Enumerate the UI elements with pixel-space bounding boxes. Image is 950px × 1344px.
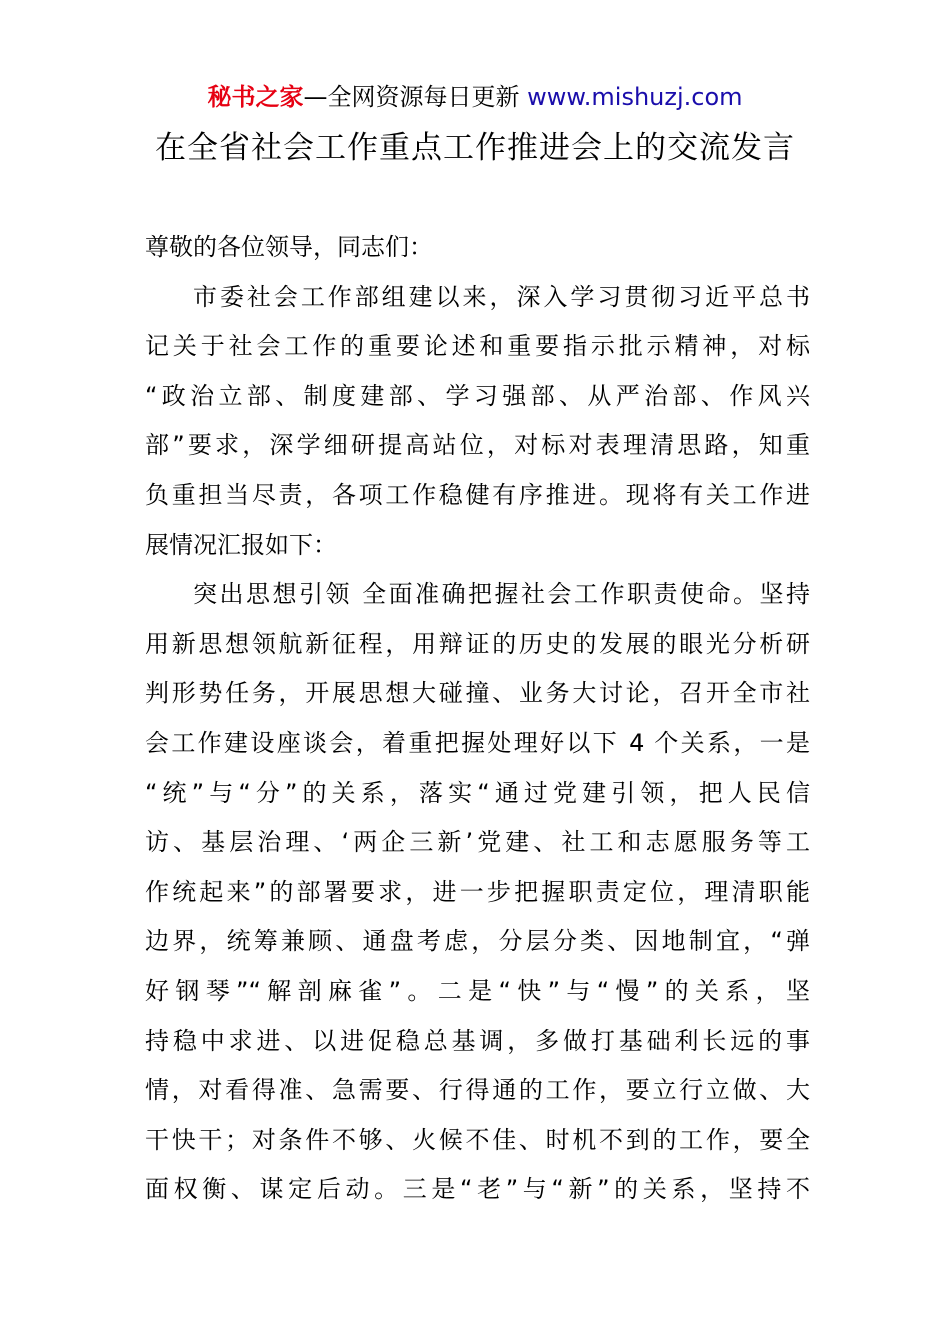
paragraph-line: 边界，统筹兼顾、通盘考虑，分层分类、因地制宜，“弹	[145, 927, 810, 956]
paragraph-line: 用新思想领航新征程，用辩证的历史的发展的眼光分析研	[145, 629, 810, 658]
site-header	[0, 80, 950, 114]
document-body	[145, 223, 810, 1215]
paragraph-line: 持稳中求进、以进促稳总基调，多做打基础利长远的事	[145, 1026, 810, 1055]
paragraph-line: 市委社会工作部组建以来，深入学习贯彻习近平总书	[193, 282, 810, 311]
paragraph-line: 判形势任务，开展思想大碰撞、业务大讨论，召开全市社	[145, 679, 810, 708]
paragraph-line: 展情况汇报如下：	[145, 530, 337, 559]
paragraph-line: 面权衡、谋定后动。三是“老”与“新”的关系，坚持不	[145, 1175, 810, 1204]
paragraph-line: 记关于社会工作的重要论述和重要指示批示精神，对标	[145, 332, 810, 361]
paragraph-line: 部”要求，深学细研提高站位，对标对表理清思路，知重	[145, 431, 810, 460]
paragraph-line: 好钢琴”“解剖麻雀”。二是“快”与“慢”的关系，坚	[145, 976, 810, 1005]
paragraph-line: 作统起来”的部署要求，进一步把握职责定位，理清职能	[145, 877, 810, 906]
paragraph-line: 访、基层治理、‘两企三新’党建、社工和志愿服务等工	[145, 828, 810, 857]
paragraph-line: 负重担当尽责，各项工作稳健有序推进。现将有关工作进	[145, 480, 810, 509]
paragraph-line: 情，对看得准、急需要、行得通的工作，要立行立做、大	[145, 1076, 810, 1105]
paragraph-line: “统”与“分”的关系，落实“通过党建引领，把人民信	[145, 778, 810, 807]
paragraph-line: 突出思想引领 全面准确把握社会工作职责使命。坚持	[193, 580, 810, 609]
brand-name: 秘书之家	[207, 83, 304, 111]
document-title: 在全省社会工作重点工作推进会上的交流发言	[155, 130, 795, 166]
paragraph-line: 会工作建设座谈会，着重把握处理好以下 4 个关系，一是	[145, 728, 810, 757]
site-url[interactable]: www.mishuzj.com	[527, 83, 743, 111]
salutation: 尊敬的各位领导，同志们：	[145, 233, 433, 261]
paragraph-line: 干快干；对条件不够、火候不佳、时机不到的工作，要全	[145, 1125, 810, 1154]
paragraph-line: “政治立部、制度建部、学习强部、从严治部、作风兴	[145, 381, 810, 410]
header-tagline: —全网资源每日更新	[303, 83, 520, 111]
